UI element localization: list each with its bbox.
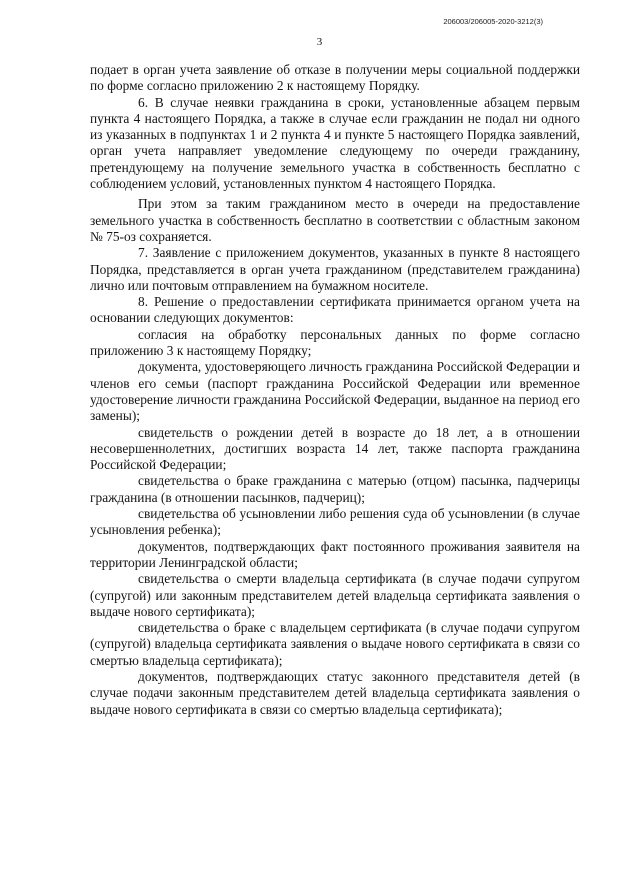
document-code: 206003/206005-2020-3212(3) bbox=[443, 17, 543, 26]
list-item-adoption-certificate: свидетельства об усыновлении либо решения суда об усыновлении (в случае усыновления ребенка); bbox=[90, 506, 580, 538]
paragraph-item-6: 6. В случае неявки гражданина в сроки, установленные абзацем первым пункта 4 настоящего Порядка, а также в случае если гражданин не подал ни одного из указанных в подпунктах 1 и 2 пункта 4 и пункте 5 настоящего Порядка заявлений, орган учета направляет уведомление следующему по очереди гражданину, претендующему на получение земельного участка в собственность бесплатно с соблюдением условий, установленных пунктом 4 настоящего Порядка. bbox=[90, 94, 580, 192]
page-number: 3 bbox=[316, 36, 323, 48]
list-item-death-certificate: свидетельства о смерти владельца сертификата (в случае подачи супругом (супругой) или законным представителем детей владельца сертификата заявления о выдаче нового сертификата); bbox=[90, 571, 580, 619]
list-item-residence-documents: документов, подтверждающих факт постоянного проживания заявителя на территории Ленинградской области; bbox=[90, 538, 580, 570]
list-item-marriage-certificate: свидетельства о браке гражданина с матерью (отцом) пасынка, падчерицы гражданина (в отношении пасынков, падчериц); bbox=[90, 473, 580, 505]
list-item-spouse-marriage-certificate: свидетельства о браке с владельцем сертификата (в случае подачи супругом (супругой) владельца сертификата заявления о выдаче нового сертификата в связи со смертью владельца сертификата); bbox=[90, 620, 580, 668]
paragraph-continuation: подает в орган учета заявление об отказе в получении меры социальной поддержки по форме согласно приложению 2 к настоящему Порядку. bbox=[90, 62, 580, 94]
paragraph-item-7: 7. Заявление с приложением документов, указанных в пункте 8 настоящего Порядка, представляется в орган учета гражданином (представителем гражданина) лично или почтовым отправлением на бумажном носителе. bbox=[90, 245, 580, 293]
list-item-consent: согласия на обработку персональных данных по форме согласно приложению 3 к настоящему Порядку; bbox=[90, 326, 580, 359]
list-item-legal-representative: документов, подтверждающих статус законного представителя детей (в случае подачи законным представителем детей владельца сертификата заявления о выдаче нового сертификата в связи со смертью владельца сертификата); bbox=[90, 668, 580, 717]
list-item-identity-document: документа, удостоверяющего личность гражданина Российской Федерации и членов его семьи (паспорт гражданина Российской Федерации или временное удостоверение личности гражданина Российской Федерации, выданное на период его замены); bbox=[90, 359, 580, 424]
document-body bbox=[90, 62, 580, 718]
paragraph-queue-note: При этом за таким гражданином место в очереди на предоставление земельного участка в собственность бесплатно в соответствии с областным законом № 75-оз сохраняется. bbox=[90, 196, 580, 244]
list-item-birth-certificates: свидетельств о рождении детей в возрасте до 18 лет, а в отношении несовершеннолетних, достигших возраста 14 лет, также паспорта гражданина Российской Федерации; bbox=[90, 424, 580, 473]
paragraph-item-8: 8. Решение о предоставлении сертификата принимается органом учета на основании следующих документов: bbox=[90, 294, 580, 326]
